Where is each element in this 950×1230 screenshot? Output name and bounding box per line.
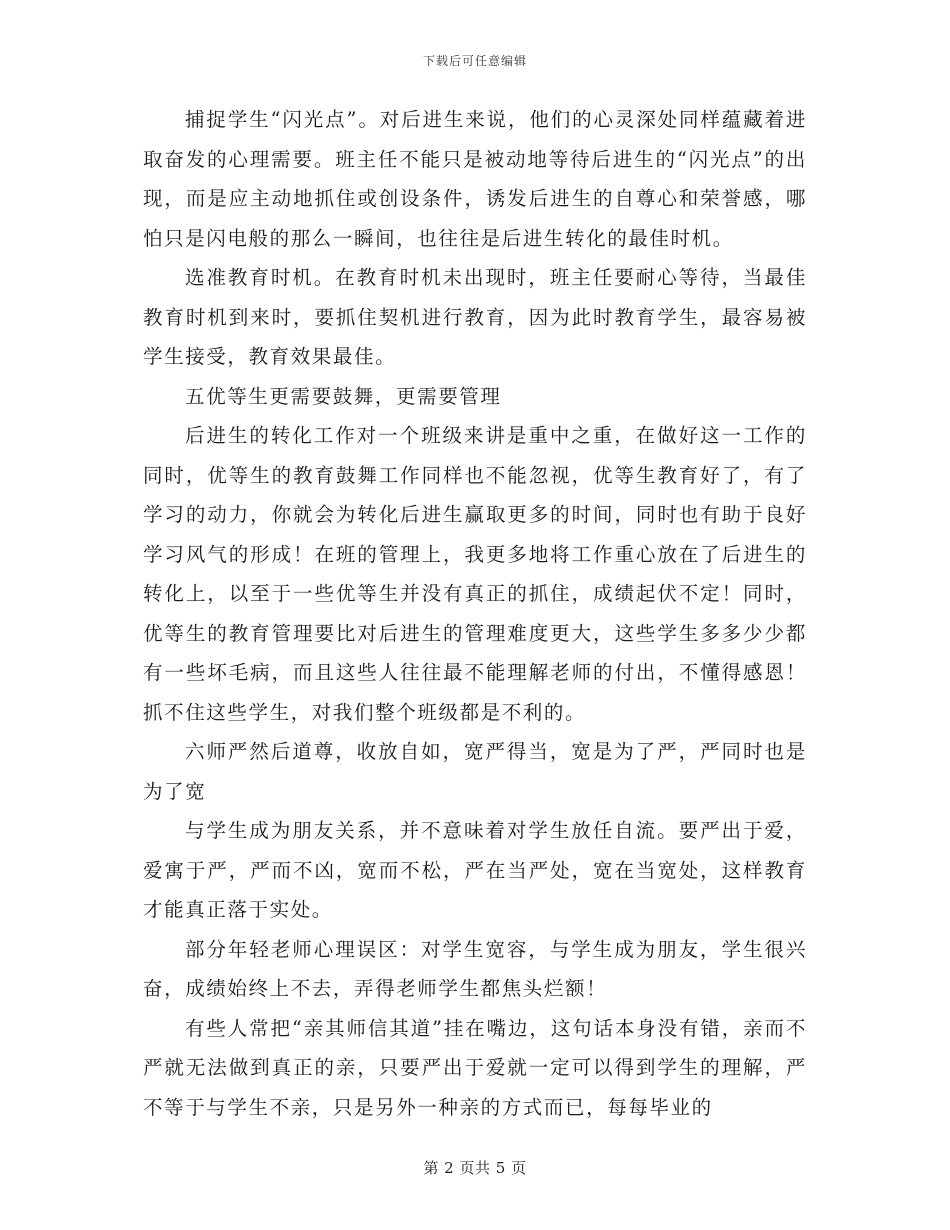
paragraph-friend-relationship: 与学生成为朋友关系，并不意味着对学生放任自流。要严出于爱，爱寓于严，严而不凶，宽而不松，严在当严处，宽在当宽处，这样教育才能真正落于实处。 [143, 819, 807, 921]
section-heading-six: 六师严然后道尊，收放自如，宽严得当，宽是为了严，严同时也是为了宽 [143, 740, 807, 803]
paragraph-misconception: 部分年轻老师心理误区：对学生宽容，与学生成为朋友，学生很兴奋，成绩始终上不去，弄得老师学生都焦头烂额！ [143, 937, 807, 1000]
page-footer: 第 2 页共 5 页 [423, 1159, 527, 1177]
paragraph-shining-points: 捕捉学生“闪光点”。对后进生来说，他们的心灵深处同样蕴藏着进取奋发的心理需要。班主任不能只是被动地等待后进生的“闪光点”的出现，而是应主动地抓住或创设条件，诱发后进生的自尊心和荣誉感，哪怕只是闪电般的那么一瞬间，也往往是后进生转化的最佳时机。 [143, 108, 807, 250]
page-header: 下载后可任意编辑 [422, 54, 527, 68]
document-body [143, 100, 807, 1127]
paragraph-respect-teacher: 有些人常把“亲其师信其道”挂在嘴边，这句话本身没有错，亲而不严就无法做到真正的亲，只要严出于爱就一定可以得到学生的理解，严不等于与学生不亲，只是另外一种亲的方式而已，每每毕业的 [143, 1016, 807, 1119]
paragraph-top-students: 后进生的转化工作对一个班级来讲是重中之重，在做好这一工作的同时，优等生的教育鼓舞工作同样也不能忽视，优等生教育好了，有了学习的动力，你就会为转化后进生赢取更多的时间，同时也有助于良好学习风气的形成！在班的管理上，我更多地将工作重心放在了后进生的转化上，以至于一些优等生并没有真正的抓住，成绩起伏不定！同时，优等生的教育管理要比对后进生的管理难度更大，这些学生多多少少都有一些坏毛病，而且这些人往往最不能理解老师的付出，不懂得感恩！抓不住这些学生，对我们整个班级都是不利的。 [143, 424, 807, 724]
paragraph-education-timing: 选准教育时机。在教育时机未出现时，班主任要耐心等待，当最佳教育时机到来时，要抓住契机进行教育，因为此时教育学生，最容易被学生接受，教育效果最佳。 [143, 266, 807, 368]
section-heading-five: 五优等生更需要鼓舞，更需要管理 [185, 384, 502, 408]
